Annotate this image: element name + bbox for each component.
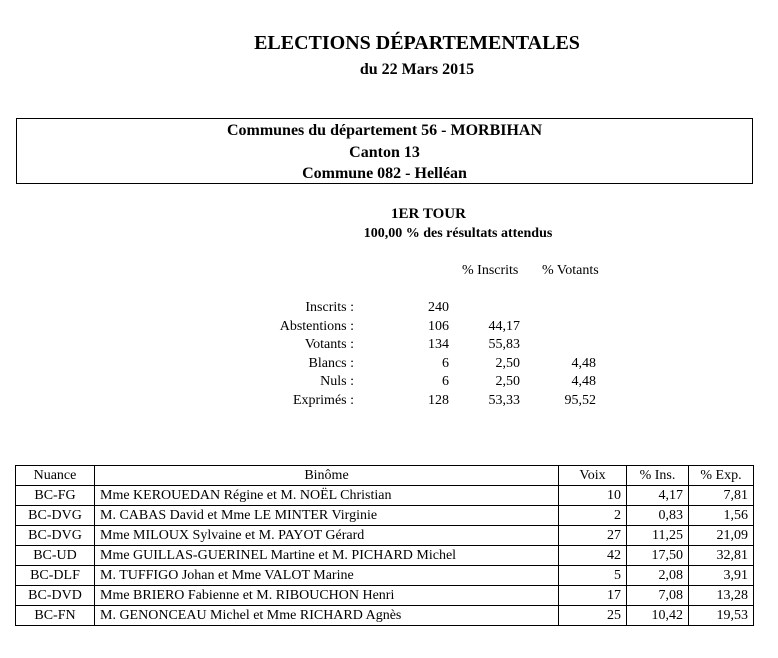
stat-label: Inscrits : (305, 300, 354, 315)
table-row (16, 586, 754, 606)
stat-label: Exprimés : (292, 392, 354, 408)
voix-cell: 17 (559, 586, 627, 606)
stat-label: Blancs : (308, 355, 354, 371)
binome-cell: Mme GUILLAS-GUERINEL Martine et M. PICHARD Michel (95, 546, 559, 566)
voix-cell: 25 (559, 606, 627, 626)
binome-cell: M. CABAS David et Mme LE MINTER Virginie (95, 506, 559, 526)
pct-ins-cell: 10,42 (627, 606, 689, 626)
pct-exp-cell: 1,56 (689, 506, 754, 526)
binome-cell: Mme KEROUEDAN Régine et M. NOËL Christian (95, 486, 559, 506)
results-header-row (16, 466, 754, 486)
round-label: 1ER TOUR (391, 206, 466, 222)
stat-value: 134 (428, 337, 449, 352)
stat-pct-inscrits: 2,50 (495, 374, 520, 389)
page-title: ELECTIONS DÉPARTEMENTALES (254, 32, 580, 54)
col-header-pct-inscrits: % Inscrits (462, 263, 519, 278)
results-table (15, 465, 754, 626)
voix-cell: 10 (559, 486, 627, 506)
results-expected: 100,00 % des résultats attendus (363, 226, 553, 241)
stat-label: Nuls : (320, 374, 354, 389)
stat-pct-inscrits: 53,33 (488, 392, 520, 408)
table-row (16, 486, 754, 506)
stat-pct-votants: 4,48 (571, 374, 596, 389)
stat-pct-votants: 95,52 (564, 392, 596, 408)
voix-cell: 42 (559, 546, 627, 566)
pct-exp-cell: 3,91 (689, 566, 754, 586)
table-row (16, 526, 754, 546)
pct-exp-cell: 21,09 (689, 526, 754, 546)
pct-exp-cell: 19,53 (689, 606, 754, 626)
stat-value: 6 (442, 374, 449, 389)
header-nuance: Nuance (16, 466, 95, 486)
nuance-cell: BC-DVG (16, 506, 95, 526)
table-row (16, 566, 754, 586)
pct-ins-cell: 0,83 (627, 506, 689, 526)
header-pct-ins: % Ins. (627, 466, 689, 486)
nuance-cell: BC-UD (16, 546, 95, 566)
voix-cell: 27 (559, 526, 627, 546)
department-line: Communes du département 56 - MORBIHAN (226, 122, 543, 139)
header-voix: Voix (559, 466, 627, 486)
pct-exp-cell: 32,81 (689, 546, 754, 566)
nuance-cell: BC-FG (16, 486, 95, 506)
pct-ins-cell: 11,25 (627, 526, 689, 546)
results-body (16, 486, 754, 626)
stat-label: Abstentions : (279, 318, 354, 334)
col-header-pct-votants: % Votants (542, 263, 599, 278)
stat-label: Votants : (304, 337, 354, 352)
pct-ins-cell: 2,08 (627, 566, 689, 586)
nuance-cell: BC-DVG (16, 526, 95, 546)
header-pct-exp: % Exp. (689, 466, 754, 486)
stat-value: 240 (428, 300, 449, 315)
stat-pct-inscrits: 44,17 (488, 318, 520, 334)
voix-cell: 2 (559, 506, 627, 526)
election-date: du 22 Mars 2015 (359, 61, 475, 78)
location-box (16, 118, 753, 184)
stat-value: 6 (442, 355, 449, 371)
pct-ins-cell: 7,08 (627, 586, 689, 606)
stat-pct-inscrits: 2,50 (495, 355, 520, 371)
pct-exp-cell: 7,81 (689, 486, 754, 506)
stat-value: 128 (428, 392, 449, 408)
pct-exp-cell: 13,28 (689, 586, 754, 606)
nuance-cell: BC-DVD (16, 586, 95, 606)
table-row (16, 546, 754, 566)
header-binome: Binôme (95, 466, 559, 486)
stat-pct-votants: 4,48 (571, 355, 596, 371)
commune-line: Commune 082 - Helléan (302, 165, 467, 182)
binome-cell: M. TUFFIGO Johan et Mme VALOT Marine (95, 566, 559, 586)
pct-ins-cell: 17,50 (627, 546, 689, 566)
table-row (16, 506, 754, 526)
binome-cell: Mme MILOUX Sylvaine et M. PAYOT Gérard (95, 526, 559, 546)
stat-value: 106 (428, 318, 449, 334)
binome-cell: M. GENONCEAU Michel et Mme RICHARD Agnès (95, 606, 559, 626)
table-row (16, 606, 754, 626)
voix-cell: 5 (559, 566, 627, 586)
stat-pct-inscrits: 55,83 (488, 337, 520, 352)
nuance-cell: BC-FN (16, 606, 95, 626)
canton-line: Canton 13 (349, 143, 420, 161)
binome-cell: Mme BRIERO Fabienne et M. RIBOUCHON Henri (95, 586, 559, 606)
nuance-cell: BC-DLF (16, 566, 95, 586)
pct-ins-cell: 4,17 (627, 486, 689, 506)
